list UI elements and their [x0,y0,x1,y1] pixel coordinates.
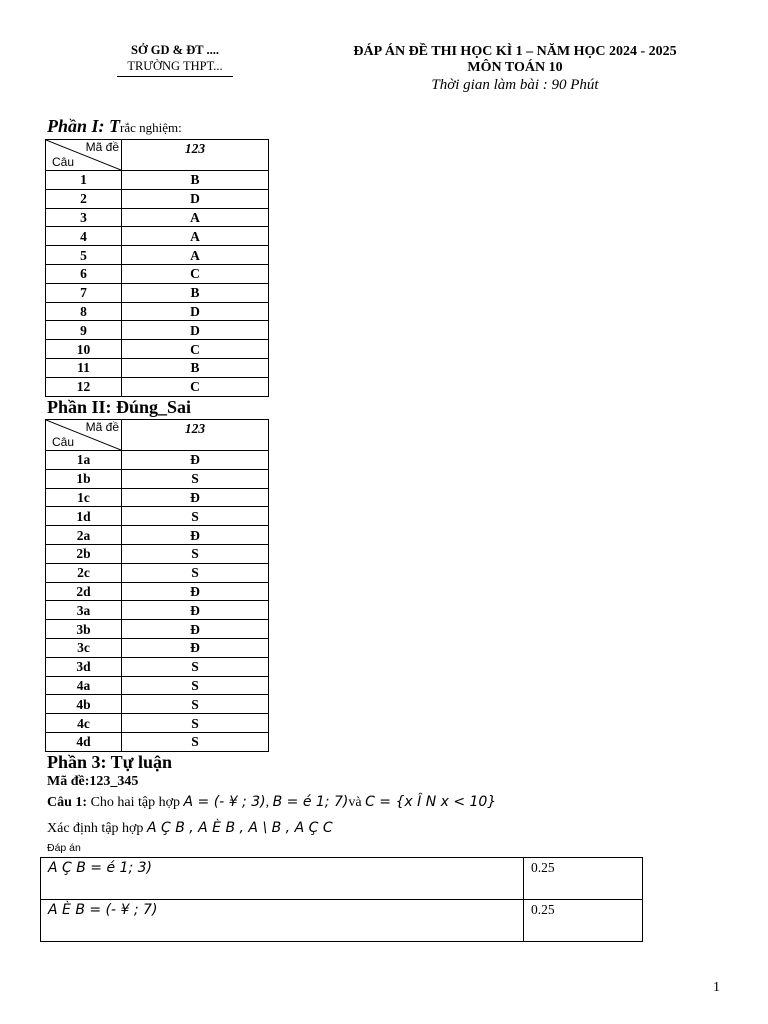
question-number: 10 [46,340,122,359]
question-1-task: Xác định tập hợp A Ç B , A È B , A \ B , A Ç C [47,820,333,836]
question-number: 1c [46,488,122,507]
answer-cell: C [122,340,269,359]
answer-cell: C [122,377,269,396]
answer-cell: A [122,208,269,227]
diagonal-header-cell: Mã đề Câu [46,140,122,171]
table-row [46,321,269,340]
table-row [46,264,269,283]
table-row [46,714,269,733]
question-number: 9 [46,321,122,340]
answer-cell: C [122,264,269,283]
table-row [46,620,269,639]
table-row [46,563,269,582]
table-header-row [46,140,269,171]
table-header-row [46,420,269,451]
question-number: 3d [46,657,122,676]
table-row [46,171,269,190]
question-number: 4 [46,227,122,246]
solution-expression: A Ç B = é 1; 3) [41,858,524,900]
header-right [320,44,710,93]
part2-title: Phần II: Đúng_Sai [47,397,192,417]
answer-label: Đáp án [47,842,81,854]
question-number: 4a [46,676,122,695]
answer-cell: S [122,676,269,695]
question-number: 8 [46,302,122,321]
table-row [46,283,269,302]
table-row [41,900,643,942]
answer-cell: Đ [122,638,269,657]
question-number: 4d [46,732,122,751]
page-number: 1 [713,980,720,995]
question-number: 4c [46,714,122,733]
table-row [46,377,269,396]
table-row [46,227,269,246]
table-row [46,601,269,620]
exam-title: ĐÁP ÁN ĐỀ THI HỌC KÌ 1 – NĂM HỌC 2024 - 2025 [353,44,677,59]
part1-title: Phần I: Trắc nghiệm: [47,116,182,136]
table-row [46,358,269,377]
answer-cell: S [122,695,269,714]
question-number: 2b [46,544,122,563]
question-number: 1 [46,171,122,190]
answer-cell: D [122,321,269,340]
exam-code-cell: 123 [122,420,269,451]
answer-cell: B [122,171,269,190]
solution-points: 0.25 [524,900,643,942]
answer-cell: S [122,563,269,582]
header-left [100,42,250,77]
part1-answer-table [45,139,269,397]
table-row [46,526,269,545]
answer-cell: Đ [122,582,269,601]
table-row [46,340,269,359]
diagonal-header-cell: Mã đề Câu [46,420,122,451]
answer-cell: A [122,227,269,246]
answer-cell: S [122,544,269,563]
solution-table [40,857,643,942]
exam-subject: MÔN TOÁN 10 [467,60,563,75]
table-row [46,732,269,751]
school-name: TRƯỜNG THPT... [127,59,223,73]
question-number: 12 [46,377,122,396]
part2-answer-table [45,419,269,752]
table-row [46,189,269,208]
question-number: 2c [46,563,122,582]
answer-cell: B [122,358,269,377]
answer-cell: Đ [122,601,269,620]
header-underline [117,76,233,77]
part3-title: Phần 3: Tự luận [47,752,173,772]
answer-cell: Đ [122,488,269,507]
question-number: 6 [46,264,122,283]
exam-time: Thời gian làm bài : 90 Phút [431,77,599,93]
exam-code-cell: 123 [122,140,269,171]
answer-cell: Đ [122,451,269,470]
question-number: 1a [46,451,122,470]
question-number: 3a [46,601,122,620]
question-number: 7 [46,283,122,302]
table-row [46,544,269,563]
table-row [46,507,269,526]
answer-cell: D [122,189,269,208]
table-row [46,208,269,227]
answer-cell: Đ [122,526,269,545]
question-number: 3c [46,638,122,657]
question-number: 2d [46,582,122,601]
table-row [46,469,269,488]
question-number: 3b [46,620,122,639]
question-number: 5 [46,246,122,265]
question-number: 1d [46,507,122,526]
exam-code-label: Mã đề:123_345 [47,774,139,789]
question-number: 3 [46,208,122,227]
table-row [46,246,269,265]
table-row [46,657,269,676]
answer-cell: D [122,302,269,321]
answer-cell: Đ [122,620,269,639]
table-row [46,582,269,601]
table-row [46,676,269,695]
org-name: SỞ GD & ĐT .... [131,43,219,57]
table-row [46,638,269,657]
answer-cell: S [122,714,269,733]
answer-cell: S [122,469,269,488]
answer-cell: A [122,246,269,265]
question-1: Câu 1: Cho hai tập hợp A = (- ¥ ; 3), B = é 1; 7)và C = {x Î N x < 10} [47,794,497,810]
answer-cell: S [122,732,269,751]
solution-points: 0.25 [524,858,643,900]
answer-cell: S [122,507,269,526]
answer-cell: S [122,657,269,676]
question-number: 2a [46,526,122,545]
answer-cell: B [122,283,269,302]
question-number: 2 [46,189,122,208]
table-row [46,302,269,321]
question-number: 11 [46,358,122,377]
table-row [46,488,269,507]
question-number: 1b [46,469,122,488]
table-row [46,451,269,470]
solution-expression: A È B = (- ¥ ; 7) [41,900,524,942]
question-number: 4b [46,695,122,714]
table-row [46,695,269,714]
table-row [41,858,643,900]
